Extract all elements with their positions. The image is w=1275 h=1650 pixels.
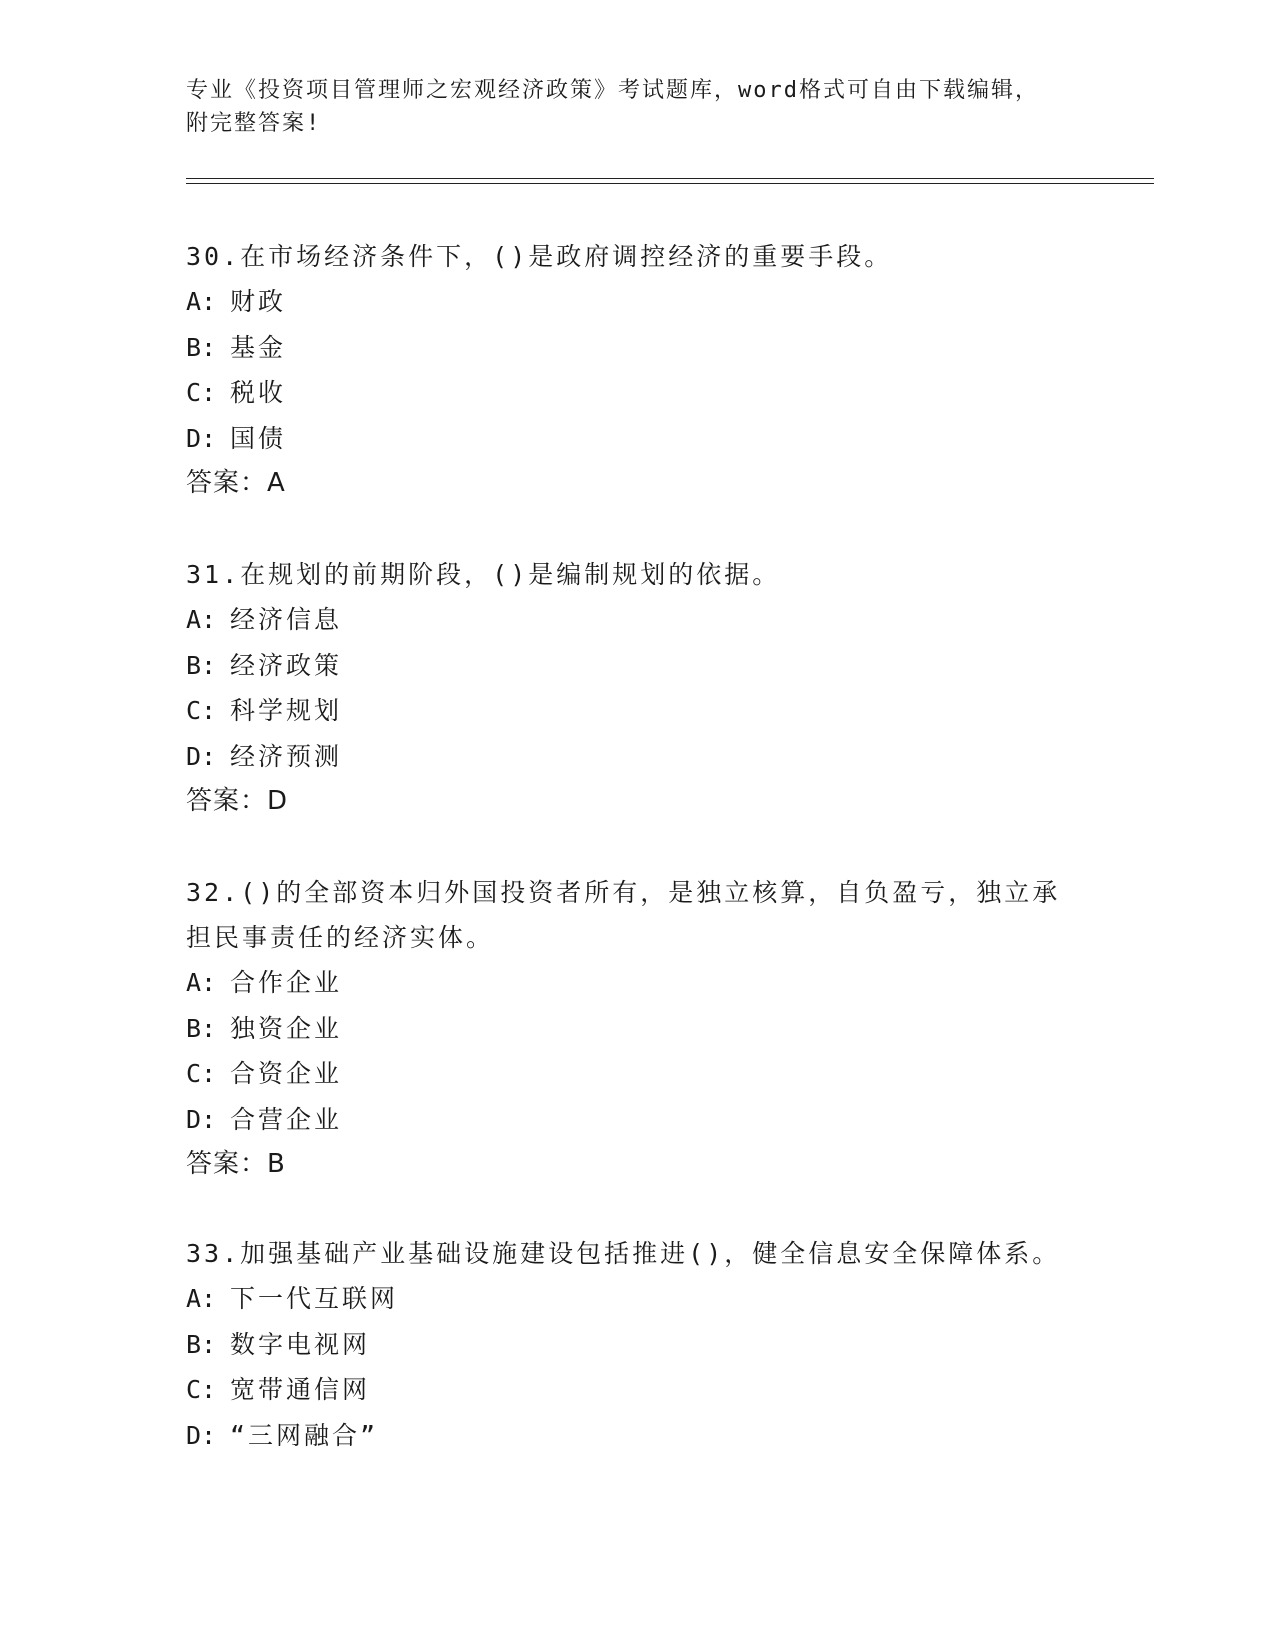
option-letter: C:	[186, 696, 217, 725]
option-text: 经济预测	[230, 741, 343, 771]
option-a	[186, 1276, 1086, 1322]
header-divider-bottom	[186, 183, 1154, 184]
question-stem-line-1: 32.()的全部资本归外国投资者所有，是独立核算，自负盈亏，独立承	[186, 878, 1061, 907]
answer-line: 答案：B	[186, 1149, 286, 1179]
option-d	[186, 1097, 1086, 1143]
answer-line: 答案：A	[186, 468, 286, 498]
option-text: 合作企业	[230, 968, 343, 997]
question-stem: 33.加强基础产业基础设施建设包括推进()，健全信息安全保障体系。	[186, 1239, 1061, 1268]
option-c	[186, 688, 1086, 734]
option-letter: C:	[186, 1375, 217, 1404]
question-30	[186, 234, 1086, 507]
question-33	[186, 1231, 1086, 1458]
option-letter: C:	[186, 378, 217, 407]
option-text: 独资企业	[230, 1013, 343, 1043]
option-letter: B:	[186, 650, 217, 680]
option-text: 数字电视网	[230, 1329, 371, 1359]
option-c	[186, 1367, 1086, 1413]
option-letter: B:	[186, 332, 217, 362]
question-stem-line-2: 担民事责任的经济实体。	[186, 923, 495, 952]
option-letter: C:	[186, 1059, 217, 1088]
question-stem: 31.在规划的前期阶段，()是编制规划的依据。	[186, 560, 781, 589]
option-a	[186, 960, 1086, 1006]
option-text: 合资企业	[230, 1059, 343, 1088]
option-letter: A:	[186, 1284, 217, 1313]
option-letter: B:	[186, 1013, 217, 1043]
option-b	[186, 643, 1086, 689]
option-d	[186, 1413, 1086, 1459]
option-text: 科学规划	[230, 696, 343, 725]
option-b	[186, 1322, 1086, 1368]
option-d	[186, 416, 1086, 462]
option-a	[186, 279, 1086, 325]
option-letter: A:	[186, 287, 217, 316]
option-text: 下一代互联网	[230, 1284, 399, 1313]
question-stem: 30.在市场经济条件下，()是政府调控经济的重要手段。	[186, 242, 893, 271]
option-letter: B:	[186, 1329, 217, 1359]
header-line-2: 附完整答案!	[186, 111, 322, 136]
option-c	[186, 370, 1086, 416]
option-a	[186, 597, 1086, 643]
option-b	[186, 325, 1086, 371]
option-d	[186, 734, 1086, 780]
option-letter: D:	[186, 1420, 217, 1450]
option-letter: D:	[186, 423, 217, 453]
option-text: 宽带通信网	[230, 1375, 371, 1404]
header-line-1: 专业《投资项目管理师之宏观经济政策》考试题库，word格式可自由下载编辑，	[186, 78, 1039, 103]
question-31	[186, 552, 1086, 825]
document-header	[186, 74, 1086, 140]
option-text: 国债	[230, 423, 287, 453]
option-letter: D:	[186, 1104, 217, 1134]
option-letter: A:	[186, 605, 217, 634]
option-letter: A:	[186, 968, 217, 997]
option-letter: D:	[186, 741, 217, 771]
option-text: 合营企业	[230, 1104, 343, 1134]
question-32	[186, 870, 1086, 1188]
option-text: 经济政策	[230, 650, 343, 680]
option-c	[186, 1051, 1086, 1097]
header-divider-top	[186, 178, 1154, 179]
option-text: “三网融合”	[230, 1420, 379, 1450]
option-b	[186, 1006, 1086, 1052]
option-text: 基金	[230, 332, 287, 362]
answer-line: 答案：D	[186, 786, 289, 816]
option-text: 税收	[230, 378, 287, 407]
option-text: 经济信息	[230, 605, 343, 634]
option-text: 财政	[230, 287, 287, 316]
